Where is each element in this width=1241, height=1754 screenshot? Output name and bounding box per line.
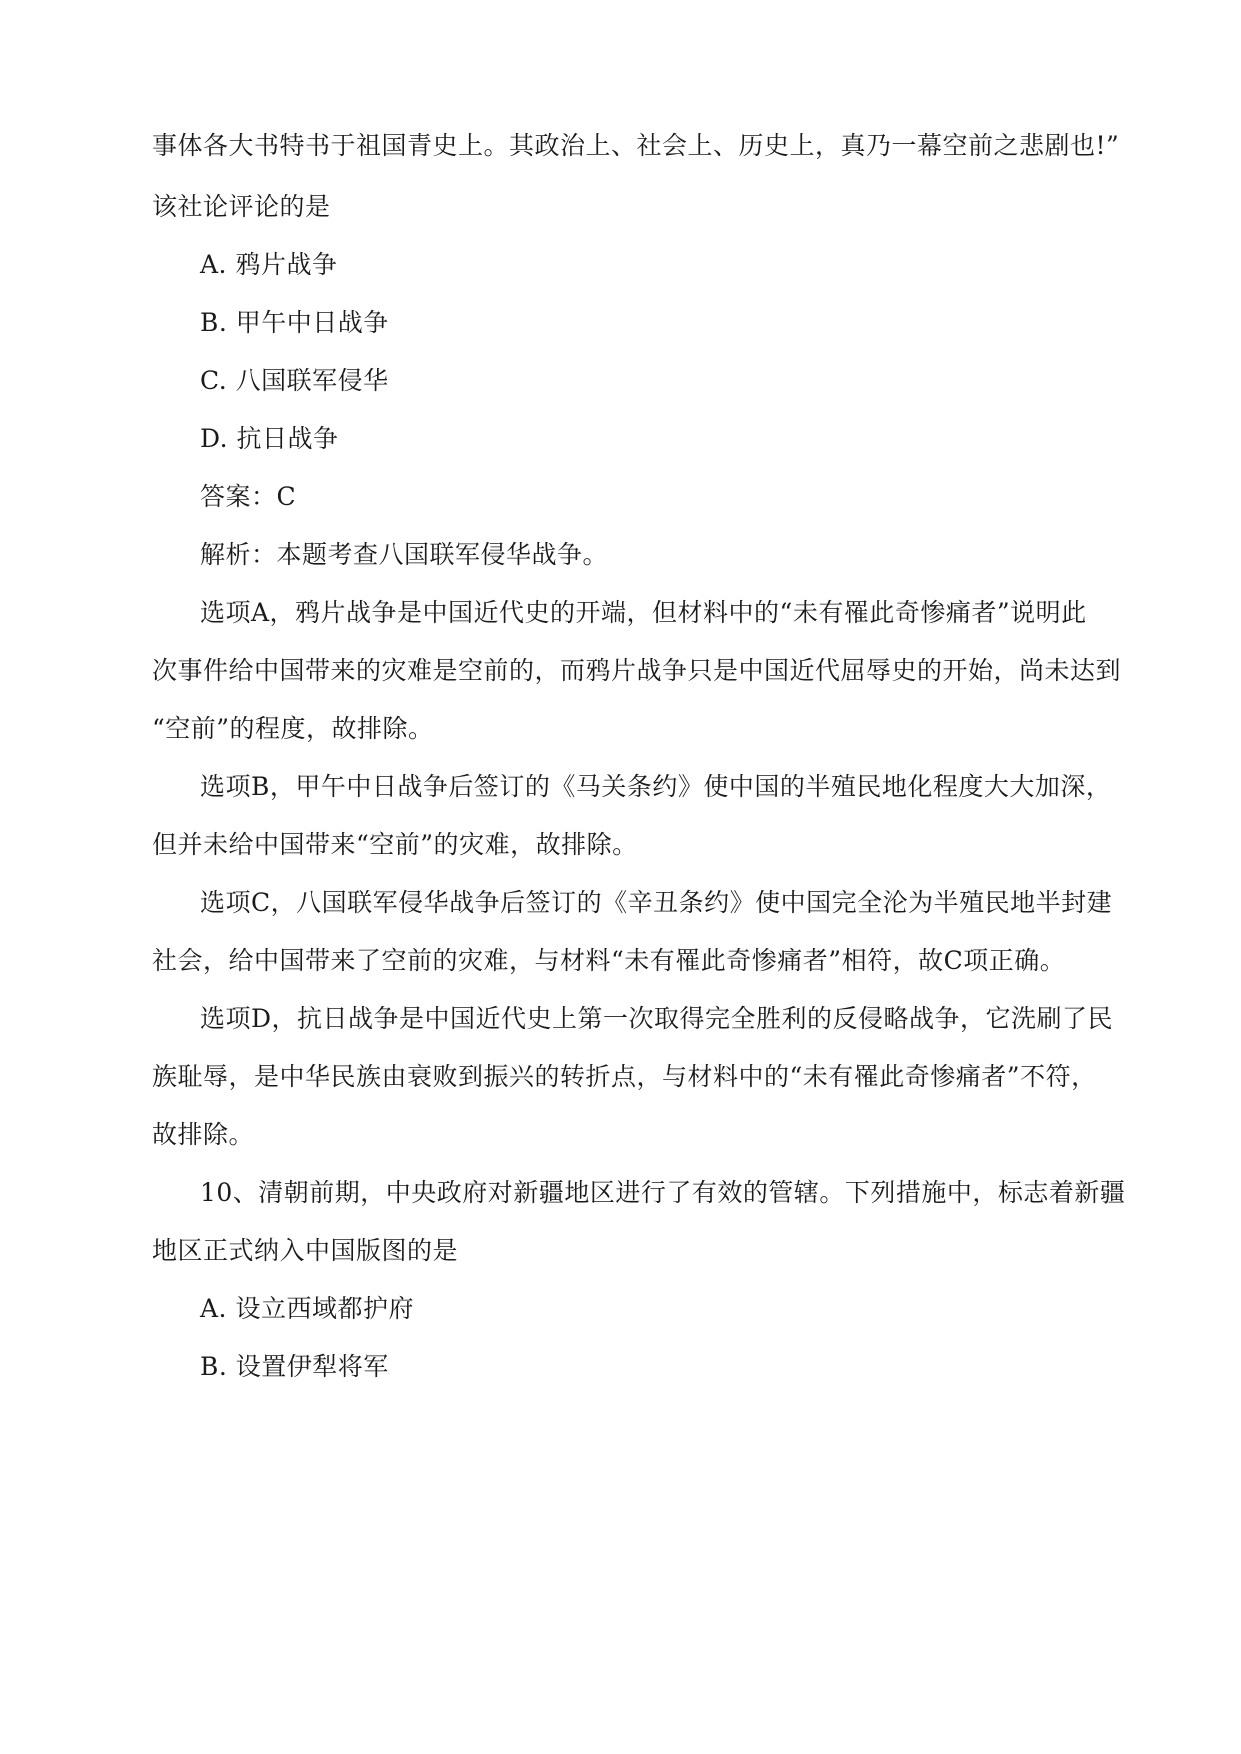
q10-stem-line-1: 10、清朝前期，中央政府对新疆地区进行了有效的管辖。下列措施中，标志着新疆 (200, 1178, 1126, 1207)
q9-analysis: 解析：本题考查八国联军侵华战争。 (200, 540, 609, 569)
q9-option-a: A. 鸦片战争 (200, 250, 338, 279)
q9-explain-a-line-1: 选项A，鸦片战争是中国近代史的开端，但材料中的“未有罹此奇惨痛者”说明此 (200, 598, 1087, 627)
q9-explain-b-line-1: 选项B，甲午中日战争后签订的《马关条约》使中国的半殖民地化程度大大加深， (200, 772, 1112, 801)
q9-stem-line-1: 事体各大书特书于祖国青史上。其政治上、社会上、历史上，真乃一幕空前之悲剧也!” (152, 131, 1120, 160)
q9-answer: 答案：C (200, 482, 297, 511)
q9-option-c: C. 八国联军侵华 (200, 366, 389, 395)
q10-option-a: A. 设立西域都护府 (200, 1294, 414, 1323)
q9-stem-line-2: 该社论评论的是 (152, 192, 331, 221)
q10-stem-line-2: 地区正式纳入中国版图的是 (152, 1236, 459, 1265)
q9-explain-a-line-2: 次事件给中国带来的灾难是空前的，而鸦片战争只是中国近代屈辱史的开始，尚未达到 (152, 656, 1122, 685)
q9-explain-a-line-3: “空前”的程度，故排除。 (152, 714, 434, 743)
q9-explain-c-line-2: 社会，给中国带来了空前的灾难，与材料“未有罹此奇惨痛者”相符，故C项正确。 (152, 946, 1066, 975)
q9-explain-d-line-3: 故排除。 (152, 1120, 255, 1149)
q9-option-b: B. 甲午中日战争 (200, 308, 389, 337)
q10-option-b: B. 设置伊犁将军 (200, 1352, 389, 1381)
q9-explain-c-line-1: 选项C，八国联军侵华战争后签订的《辛丑条约》使中国完全沦为半殖民地半封建 (200, 888, 1113, 917)
q9-explain-b-line-2: 但并未给中国带来“空前”的灾难，故排除。 (152, 830, 638, 859)
q9-option-d: D. 抗日战争 (200, 424, 339, 453)
q9-explain-d-line-1: 选项D，抗日战争是中国近代史上第一次取得完全胜利的反侵略战争，它洗刷了民 (200, 1004, 1114, 1033)
q9-explain-d-line-2: 族耻辱，是中华民族由衰败到振兴的转折点，与材料中的“未有罹此奇惨痛者”不符， (152, 1062, 1097, 1091)
